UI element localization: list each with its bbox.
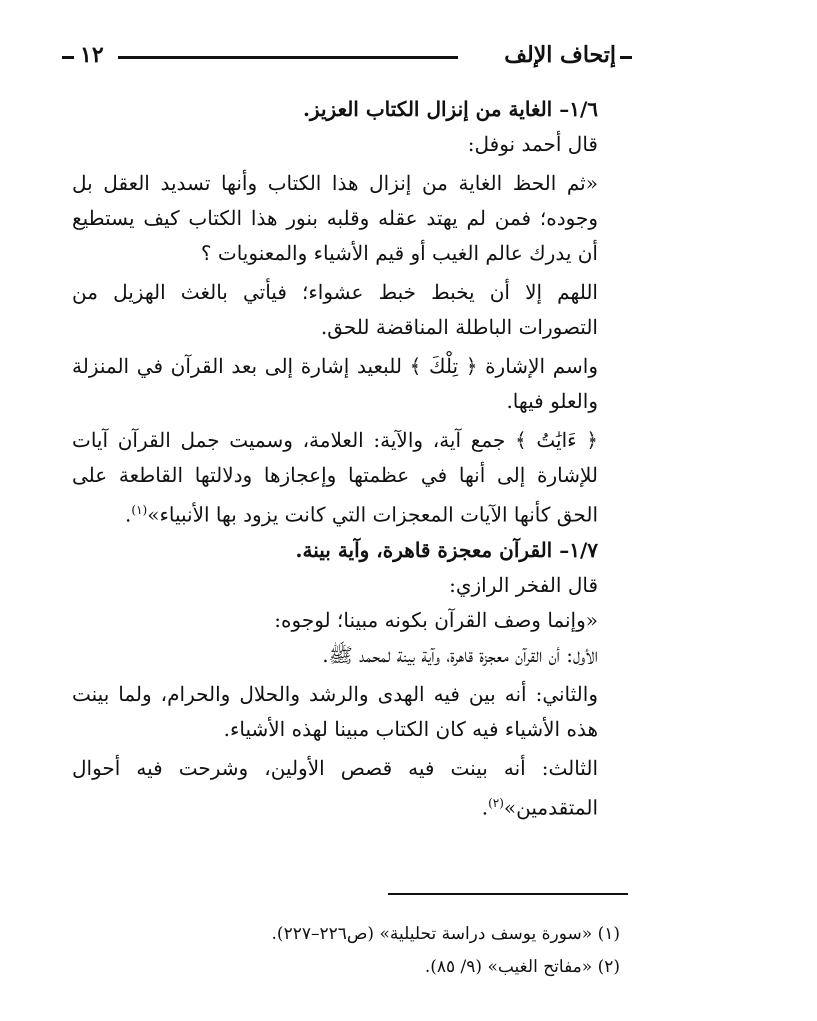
section-heading-1-7: ١/٧– القرآن معجزة قاهرة، وآية بينة. — [295, 537, 598, 562]
footnote-separator — [388, 893, 628, 895]
footnote-1: (١) «سورة يوسف دراسة تحليلية» (ص٢٢٦–٢٢٧). — [271, 924, 620, 944]
paragraph-demonstrative: واسم الإشارة ﴿ تِلْكَ ﴾ للبعيد إشارة إلى بعد القرآن في المنزلة والعلو فيها. — [72, 354, 598, 413]
header-dash-left — [62, 56, 74, 59]
footnotes — [200, 918, 620, 984]
paragraph-author-ahmad-nawfal: قال أحمد نوفل: — [467, 132, 598, 156]
period: . — [125, 502, 132, 527]
paragraph-second-reason: والثاني: أنه بين فيه الهدى والرشد والحلال والحرام، ولما بينت هذه الأشياء فيه كان الكتاب مبينا لهذه الأشياء. — [72, 681, 598, 741]
body-text — [72, 92, 618, 825]
paragraph-quote-continued: اللهم إلا أن يخبط خبط عشواء؛ فيأتي بالغث الهزيل من التصورات الباطلة المناقضة للحق. — [72, 280, 598, 339]
paragraph-first-reason: الأول: أن القرآن معجزة قاهرة، وآية بينة لمحمد ﷺ. — [322, 642, 598, 667]
header-dash-right — [620, 56, 632, 59]
book-title: إتحاف الإلف — [504, 42, 616, 68]
paragraph-ayat-text: ﴿ ءَايَٰتُ ﴾ جمع آية، والآية: العلامة، وسميت جمل القرآن آيات للإشارة إلى أنها في عظمتها وإعجازها ودلالتها القاطعة على الحق كأنها الآيات المعجزات التي كانت يزود بها الأنبياء» — [72, 428, 598, 527]
paragraph-quote-start: «ثم الحظ الغاية من إنزال هذا الكتاب وأنها تسديد العقل بل وجوده؛ فمن لم يهتد عقله وقلبه بنور هذا الكتاب كيف يستطيع أن يدرك عالم الغيب أو قيم الأشياء والمعنويات ؟ — [72, 171, 598, 265]
paragraph-author-razi: قال الفخر الرازي: — [449, 572, 598, 597]
paragraph-third-reason-text: الثالث: أنه بينت فيه قصص الأولين، وشرحت فيه أحوال المتقدمين» — [72, 755, 598, 820]
page-number: ١٢ — [80, 42, 104, 68]
header-rule — [118, 56, 458, 59]
period: . — [481, 795, 489, 820]
paragraph-third-reason — [72, 751, 618, 826]
paragraph-ayat — [72, 423, 618, 533]
footnote-ref-1: (١) — [131, 503, 148, 517]
footnote-ref-2: (٢) — [488, 795, 504, 810]
footnote-2: (٢) «مفاتح الغيب» (٩/ ٨٥). — [424, 957, 620, 977]
section-heading-1-6: ١/٦– الغاية من إنزال الكتاب العزيز. — [302, 97, 598, 121]
paragraph-razi-quote: «وإنما وصف القرآن بكونه مبينا؛ لوجوه: — [274, 607, 598, 632]
page-header — [62, 42, 632, 72]
